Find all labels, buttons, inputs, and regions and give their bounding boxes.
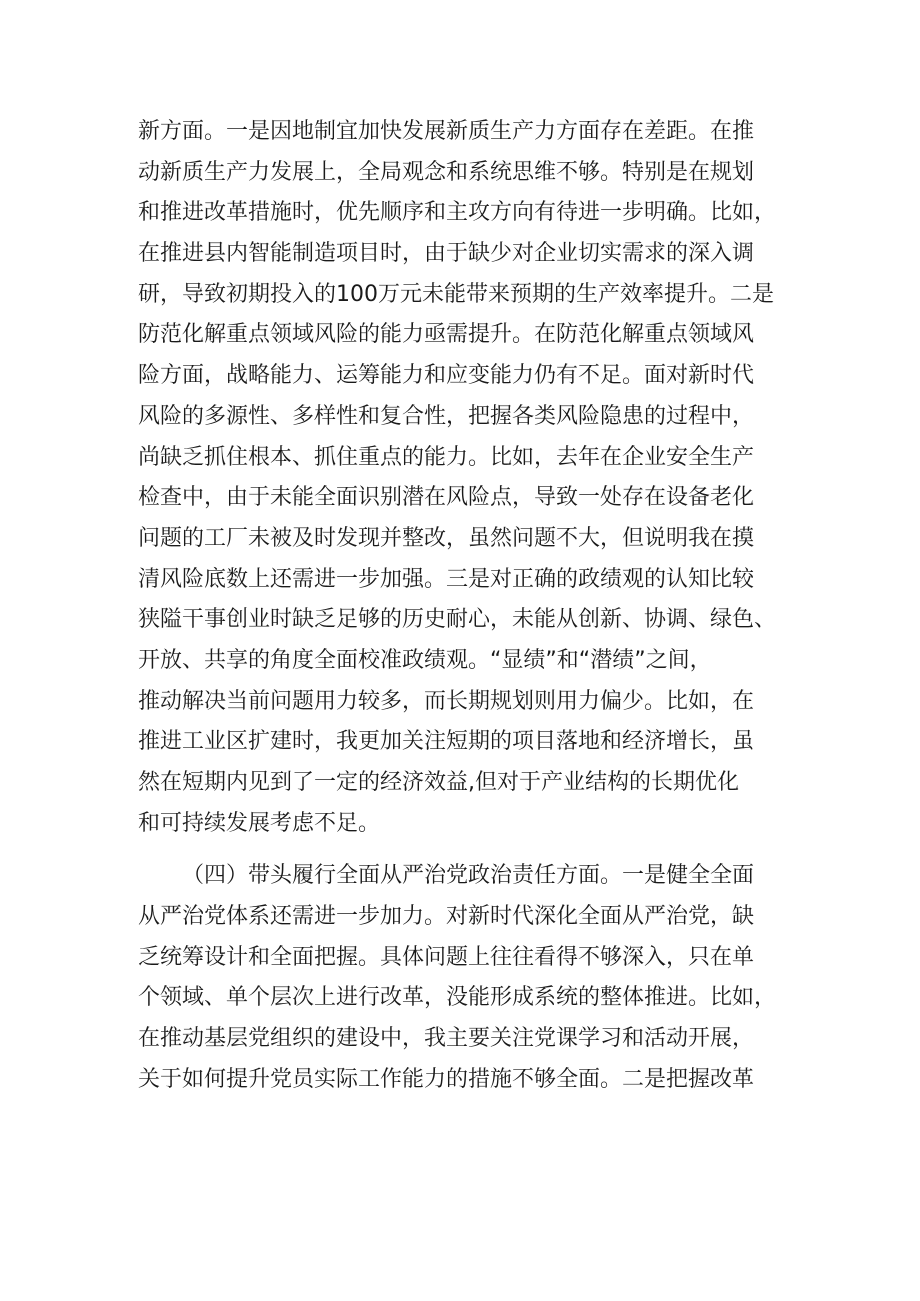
text-line: 然在短期内见到了一定的经济效益,但对于产业结构的长期优化 [138,770,739,795]
text-line: 开放、共享的角度全面校准政绩观。“显绩”和“潜绩”之间， [138,647,712,673]
text-line: 和可持续发展考虑不足。 [138,810,381,836]
text-line: 问题的工厂未被及时发现并整改，虽然问题不大，但说明我在摸 [138,525,755,551]
text-line: 在推动基层党组织的建设中，我主要关注党课学习和活动开展， [138,1026,755,1052]
document-body [138,112,808,1101]
text-line: 风险的多源性、多样性和复合性，把握各类风险隐患的过程中， [138,403,755,429]
text-line: 乏统筹设计和全面把握。具体问题上往往看得不够深入，只在单 [138,944,755,970]
paragraph-1 [138,112,808,844]
text-line: 研，导致初期投入的100万元未能带来预期的生产效率提升。二是 [138,281,774,307]
text-line: 动新质生产力发展上，全局观念和系统思维不够。特别是在规划 [138,159,755,185]
text-line: 在推进县内智能制造项目时，由于缺少对企业切实需求的深入调 [138,241,755,267]
paragraph-spacer [138,844,808,856]
text-line: 尚缺乏抓住根本、抓住重点的能力。比如，去年在企业安全生产 [138,444,755,470]
text-line: 防范化解重点领域风险的能力亟需提升。在防范化解重点领域风 [138,322,755,348]
text-line: 推进工业区扩建时，我更加关注短期的项目落地和经济增长，虽 [138,729,755,755]
text-line: 狭隘干事创业时缺乏足够的历史耐心，未能从创新、协调、绿色、 [138,607,777,633]
text-line: 新方面。一是因地制宜加快发展新质生产力方面存在差距。在推 [138,119,755,144]
text-line: 个领域、单个层次上进行改革，没能形成系统的整体推进。比如， [138,985,777,1011]
text-line: 和推进改革措施时，优先顺序和主攻方向有待进一步明确。比如， [138,200,777,226]
text-line: 推动解决当前问题用力较多，而长期规划则用力偏少。比如，在 [138,688,755,714]
text-line: 检查中，由于未能全面识别潜在风险点，导致一处存在设备老化 [138,485,755,511]
text-line: 险方面，战略能力、运筹能力和应变能力仍有不足。面对新时代 [138,363,755,389]
text-line: 清风险底数上还需进一步加强。三是对正确的政绩观的认知比较 [138,566,755,592]
text-line: 从严治党体系还需进一步加力。对新时代深化全面从严治党，缺 [138,904,755,930]
text-line: （四）带头履行全面从严治党政治责任方面。一是健全全面 [182,863,755,889]
paragraph-2 [138,856,808,1100]
text-line: 关于如何提升党员实际工作能力的措施不够全面。二是把握改革 [138,1066,755,1092]
